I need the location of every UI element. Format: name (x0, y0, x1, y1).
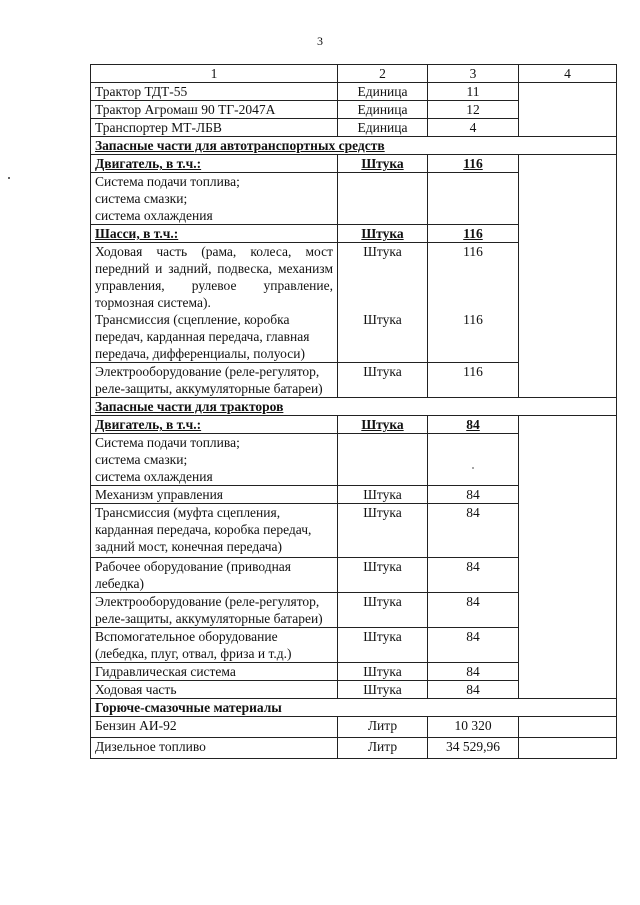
header-col-1: 1 (91, 65, 338, 83)
item-note (519, 681, 617, 699)
table-row (91, 363, 617, 398)
table-row (91, 225, 617, 243)
item-note (519, 434, 617, 486)
spacer (432, 260, 514, 311)
item-qty: 116 (428, 225, 519, 243)
table-row (91, 504, 617, 558)
section-title-tractor-parts: Запасные части для тракторов (91, 398, 617, 416)
table-row (91, 243, 617, 363)
running-gear-text: Ходовая часть (рама, колеса, мост передний и задний, подвеска, механизм управления, рулевое управление, тормозная система). (95, 244, 333, 310)
sub-item: Система подачи топлива; (95, 435, 240, 450)
item-note (519, 173, 617, 225)
item-unit: Штука (338, 681, 428, 699)
transmission-text: Трансмиссия (сцепление, коробка передач, карданная передача, главная передача, дифференциалы, полуоси) (95, 312, 310, 361)
item-unit: Единица (338, 101, 428, 119)
item-unit: Литр (338, 717, 428, 738)
transmission-unit: Штука (363, 312, 402, 327)
spacer (342, 260, 423, 311)
table-row (91, 119, 617, 137)
item-note (519, 225, 617, 243)
item-name: Электрооборудование (реле-регулятор, реле-защиты, аккумуляторные батареи) (91, 593, 338, 628)
item-note (519, 558, 617, 593)
item-name: Трактор Агромаш 90 ТГ-2047А (91, 101, 338, 119)
item-note (519, 717, 617, 738)
resource-table (90, 64, 617, 759)
item-unit (338, 173, 428, 225)
table-row (91, 155, 617, 173)
item-note (519, 593, 617, 628)
table-row (91, 717, 617, 738)
table-row (91, 558, 617, 593)
item-name: Дизельное топливо (91, 738, 338, 759)
item-qty: 116 (428, 363, 519, 398)
item-qty: 84 (428, 416, 519, 434)
item-qty: 11 (428, 83, 519, 101)
item-qty: 84 (428, 663, 519, 681)
item-qty: 84 (428, 593, 519, 628)
table-row (91, 416, 617, 434)
item-unit: Штука (338, 225, 428, 243)
header-col-4: 4 (519, 65, 617, 83)
running-gear-qty: 116 (463, 244, 483, 259)
section-title-fuel: Горюче-смазочные материалы (91, 699, 617, 717)
sub-item: Система подачи топлива; (95, 174, 240, 189)
running-gear-unit: Штука (363, 244, 402, 259)
sub-item: система охлаждения (95, 208, 213, 223)
table-row (91, 173, 617, 225)
item-qty: 84 (428, 504, 519, 558)
table-row (91, 434, 617, 486)
item-unit: Штука (338, 363, 428, 398)
table-row (91, 101, 617, 119)
table-row (91, 738, 617, 759)
item-note (519, 83, 617, 101)
table-row (91, 681, 617, 699)
item-name: Гидравлическая система (91, 663, 338, 681)
item-note (519, 243, 617, 363)
item-note (519, 363, 617, 398)
item-unit: Штука (338, 628, 428, 663)
table-row (91, 663, 617, 681)
spacer (432, 434, 514, 456)
item-unit (338, 243, 428, 363)
item-qty (428, 243, 519, 363)
item-unit: Штука (338, 593, 428, 628)
item-name: Трансмиссия (муфта сцепления, карданная передача, коробка передач, задний мост, конечная передача) (91, 504, 338, 558)
item-note (519, 486, 617, 504)
item-note (519, 119, 617, 137)
sub-item: система смазки; (95, 452, 188, 467)
item-qty: 84 (428, 486, 519, 504)
item-qty: 84 (428, 628, 519, 663)
section-row (91, 398, 617, 416)
table-row (91, 486, 617, 504)
item-name: Электрооборудование (реле-регулятор, реле-защиты, аккумуляторные батареи) (91, 363, 338, 398)
item-name: Шасси, в т.ч.: (91, 225, 338, 243)
item-name: Транспортер МТ-ЛБВ (91, 119, 338, 137)
transmission-qty: 116 (463, 312, 483, 327)
item-qty: 84 (428, 681, 519, 699)
sub-item: система смазки; (95, 191, 188, 206)
table-row (91, 628, 617, 663)
table-row (91, 83, 617, 101)
sub-item: система охлаждения (95, 469, 213, 484)
item-unit: Штука (338, 155, 428, 173)
item-name: Рабочее оборудование (приводная лебедка) (91, 558, 338, 593)
item-note (519, 663, 617, 681)
item-unit: Единица (338, 119, 428, 137)
section-row (91, 137, 617, 155)
item-note (519, 628, 617, 663)
page-number: 3 (317, 34, 323, 48)
item-name (91, 434, 338, 486)
item-unit (338, 434, 428, 486)
item-name: Вспомогательное оборудование (лебедка, плуг, отвал, фриза и т.д.) (91, 628, 338, 663)
item-name: Двигатель, в т.ч.: (91, 155, 338, 173)
item-name: Двигатель, в т.ч.: (91, 416, 338, 434)
item-note (519, 155, 617, 173)
item-unit: Штука (338, 416, 428, 434)
item-qty (428, 434, 519, 486)
item-unit: Штука (338, 504, 428, 558)
item-qty: 10 320 (428, 717, 519, 738)
section-title-auto-parts: Запасные части для автотранспортных средств (91, 137, 617, 155)
table-row (91, 593, 617, 628)
item-name (91, 243, 338, 363)
header-col-3: 3 (428, 65, 519, 83)
header-col-2: 2 (338, 65, 428, 83)
item-qty: 4 (428, 119, 519, 137)
item-name: Трактор ТДТ-55 (91, 83, 338, 101)
item-name (91, 173, 338, 225)
scan-dot (472, 467, 474, 469)
item-note (519, 101, 617, 119)
item-note (519, 504, 617, 558)
item-unit: Единица (338, 83, 428, 101)
item-qty: 12 (428, 101, 519, 119)
item-unit: Штука (338, 663, 428, 681)
margin-dot (8, 177, 10, 179)
section-row (91, 699, 617, 717)
item-unit: Штука (338, 558, 428, 593)
item-qty: 84 (428, 558, 519, 593)
item-unit: Литр (338, 738, 428, 759)
item-name: Бензин АИ-92 (91, 717, 338, 738)
item-note (519, 416, 617, 434)
item-qty (428, 173, 519, 225)
item-unit: Штука (338, 486, 428, 504)
item-qty: 34 529,96 (428, 738, 519, 759)
item-name: Механизм управления (91, 486, 338, 504)
item-name: Ходовая часть (91, 681, 338, 699)
item-qty: 116 (428, 155, 519, 173)
table-header-row (91, 65, 617, 83)
item-note (519, 738, 617, 759)
